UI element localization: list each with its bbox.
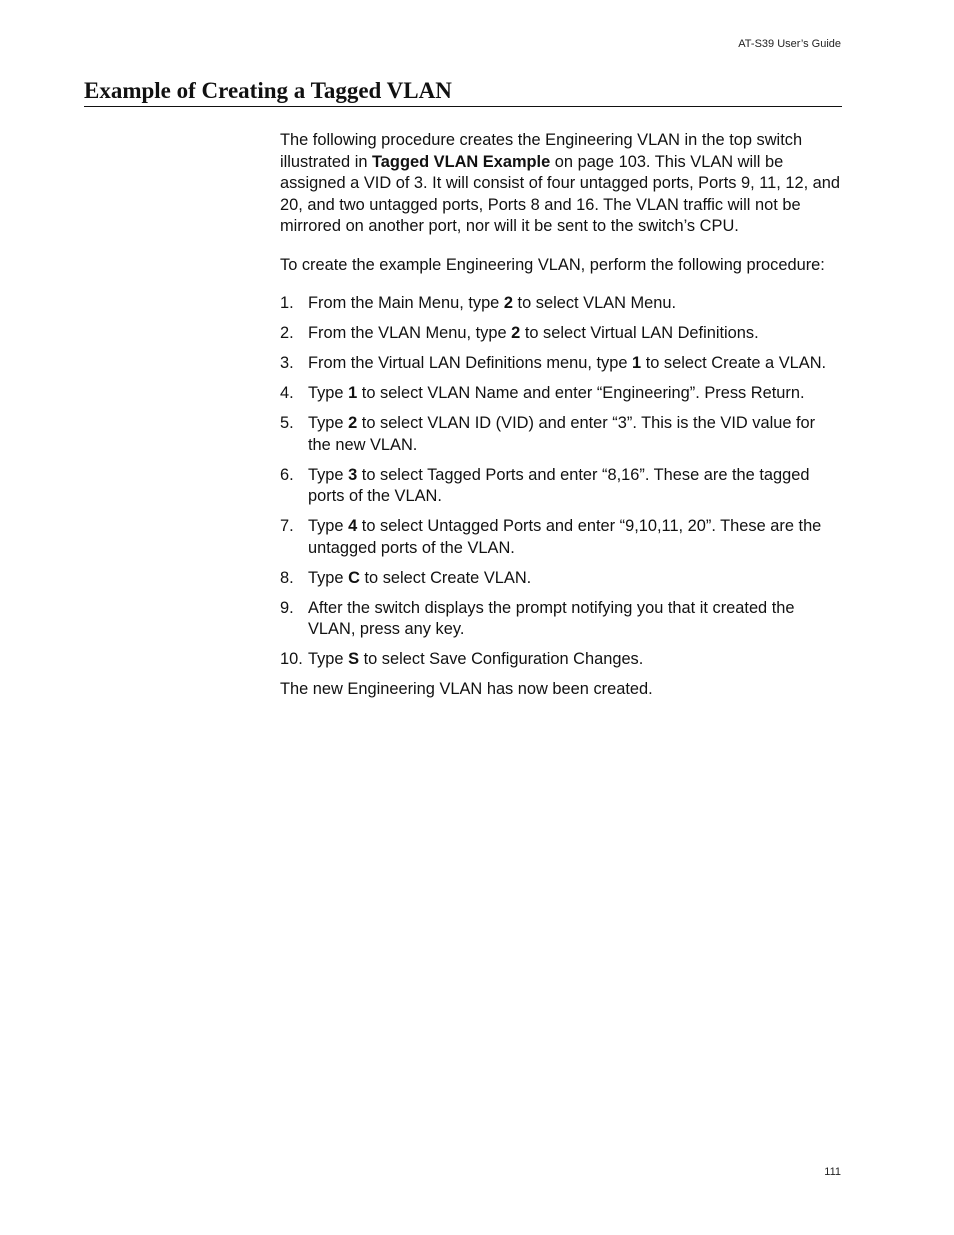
section-title: Example of Creating a Tagged VLAN xyxy=(84,78,842,107)
step-number: 5. xyxy=(280,414,294,432)
step-key: S xyxy=(348,650,360,668)
step-key: 1 xyxy=(348,384,358,402)
step-number: 2. xyxy=(280,324,294,342)
list-item: 3. From the Virtual LAN Definitions menu, type 1 to select Create a VLAN. xyxy=(280,353,842,375)
list-item: 5. Type 2 to select VLAN ID (VID) and enter “3”. This is the VID value for the new VLAN. xyxy=(280,414,816,454)
procedure-steps xyxy=(280,293,842,671)
list-item: 9. After the switch displays the prompt notifying you that it created the VLAN, press any key. xyxy=(280,598,795,638)
cross-reference: Tagged VLAN Example xyxy=(372,152,551,171)
body-content xyxy=(280,130,842,718)
step-number: 9. xyxy=(280,598,294,617)
step-key: 1 xyxy=(632,354,642,372)
list-item: 1. From the Main Menu, type 2 to select VLAN Menu. xyxy=(280,293,842,315)
closing-note: The new Engineering VLAN has now been created. xyxy=(280,680,653,698)
step-key: 2 xyxy=(503,294,513,312)
intro-paragraph: The following procedure creates the Engineering VLAN in the top switch illustrated in Tagged VLAN Example on page 103. This VLAN will be assigned a VID of 3. It will consist of four untagged ports, Ports 9, 11, 12, and 20, and two untagged ports, Ports 8 and 16. The VLAN traffic will not be mirrored on another port, nor will it be sent to the switch’s CPU. xyxy=(280,131,841,235)
step-number: 8. xyxy=(280,568,294,587)
step-key: 2 xyxy=(348,414,358,432)
page-number: 111 xyxy=(824,1166,841,1178)
list-item: 8. Type C to select Create VLAN. xyxy=(280,568,842,590)
list-item: 4. Type 1 to select VLAN Name and enter “Engineering”. Press Return. xyxy=(280,383,842,405)
step-number: 7. xyxy=(280,517,294,535)
step-number: 1. xyxy=(280,294,294,312)
step-number: 10. xyxy=(280,650,303,668)
step-key: 3 xyxy=(348,465,358,484)
list-item: 10. Type S to select Save Configuration Changes. xyxy=(280,649,842,671)
list-item: 2. From the VLAN Menu, type 2 to select Virtual LAN Definitions. xyxy=(280,323,842,345)
procedure-intro: To create the example Engineering VLAN, perform the following procedure: xyxy=(280,255,825,274)
step-key: C xyxy=(348,568,360,587)
step-key: 4 xyxy=(348,517,358,535)
running-header: AT-S39 User’s Guide xyxy=(738,38,841,50)
step-number: 4. xyxy=(280,384,294,402)
step-number: 3. xyxy=(280,354,294,372)
list-item: 6. Type 3 to select Tagged Ports and enter “8,16”. These are the tagged ports of the VLAN. xyxy=(280,465,810,505)
list-item: 7. Type 4 to select Untagged Ports and enter “9,10,11, 20”. These are the untagged ports of the VLAN. xyxy=(280,517,822,557)
step-number: 6. xyxy=(280,465,294,484)
step-key: 2 xyxy=(511,324,521,342)
